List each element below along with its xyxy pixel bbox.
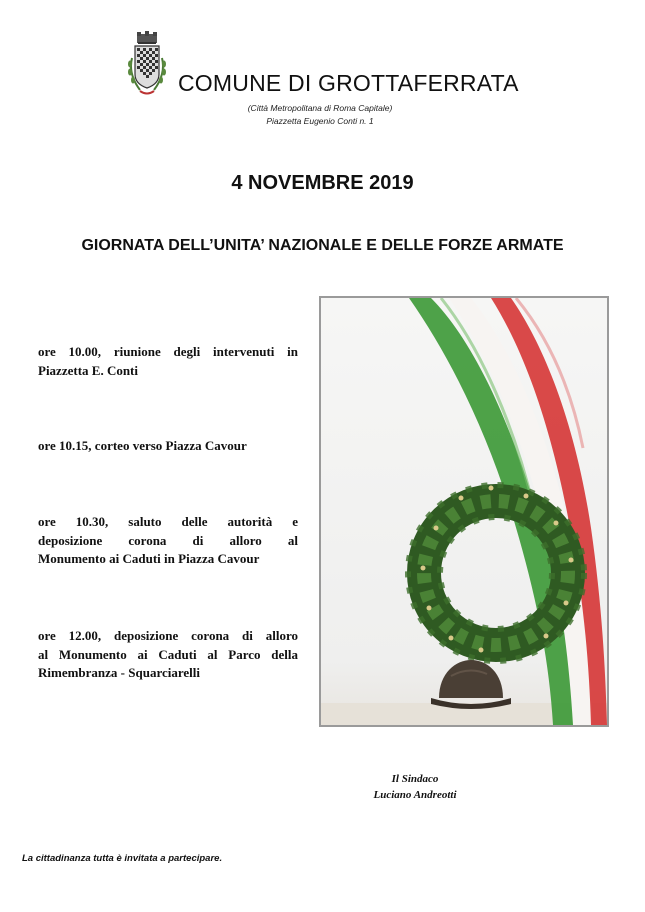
programme-item xyxy=(38,343,298,380)
signature-role: Il Sindaco xyxy=(391,773,439,785)
invitation-note: La cittadinanza tutta è invitata a partecipare. xyxy=(22,853,223,864)
address-line: Piazzetta Eugenio Conti n. 1 xyxy=(266,116,374,126)
programme-line: Rimembranza - Squarciarelli xyxy=(38,665,201,680)
programme-line: deposizione corona di alloro al xyxy=(38,532,298,548)
event-title: GIORNATA DELL’UNITA’ NAZIONALE E DELLE FORZE ARMATE xyxy=(81,237,564,254)
programme-line: ore 10.30, saluto delle autorità e xyxy=(38,514,298,529)
event-date: 4 NOVEMBRE 2019 xyxy=(231,172,414,194)
programme-line: al Monumento ai Caduti al Parco della xyxy=(38,646,298,662)
programme-line: ore 10.00, riunione degli intervenuti in xyxy=(38,344,298,359)
programme-line: Piazzetta E. Conti xyxy=(38,362,139,378)
wreath-tricolor-illustration xyxy=(321,298,607,725)
programme-item xyxy=(38,437,298,456)
programme-line: ore 12.00, deposizione corona di alloro xyxy=(38,628,298,643)
municipality-name: COMUNE DI GROTTAFERRATA xyxy=(178,70,519,96)
programme-line: ore 10.15, corteo verso Piazza Cavour xyxy=(38,438,247,453)
signature-name: Luciano Andreotti xyxy=(373,789,457,801)
programme-item xyxy=(38,513,298,569)
wreath-photo xyxy=(319,296,609,727)
programme-item xyxy=(38,627,298,683)
programme-line: Monumento ai Caduti in Piazza Cavour xyxy=(38,551,260,566)
municipal-crest-icon xyxy=(126,30,168,100)
region-line: (Città Metropolitana di Roma Capitale) xyxy=(247,103,393,113)
